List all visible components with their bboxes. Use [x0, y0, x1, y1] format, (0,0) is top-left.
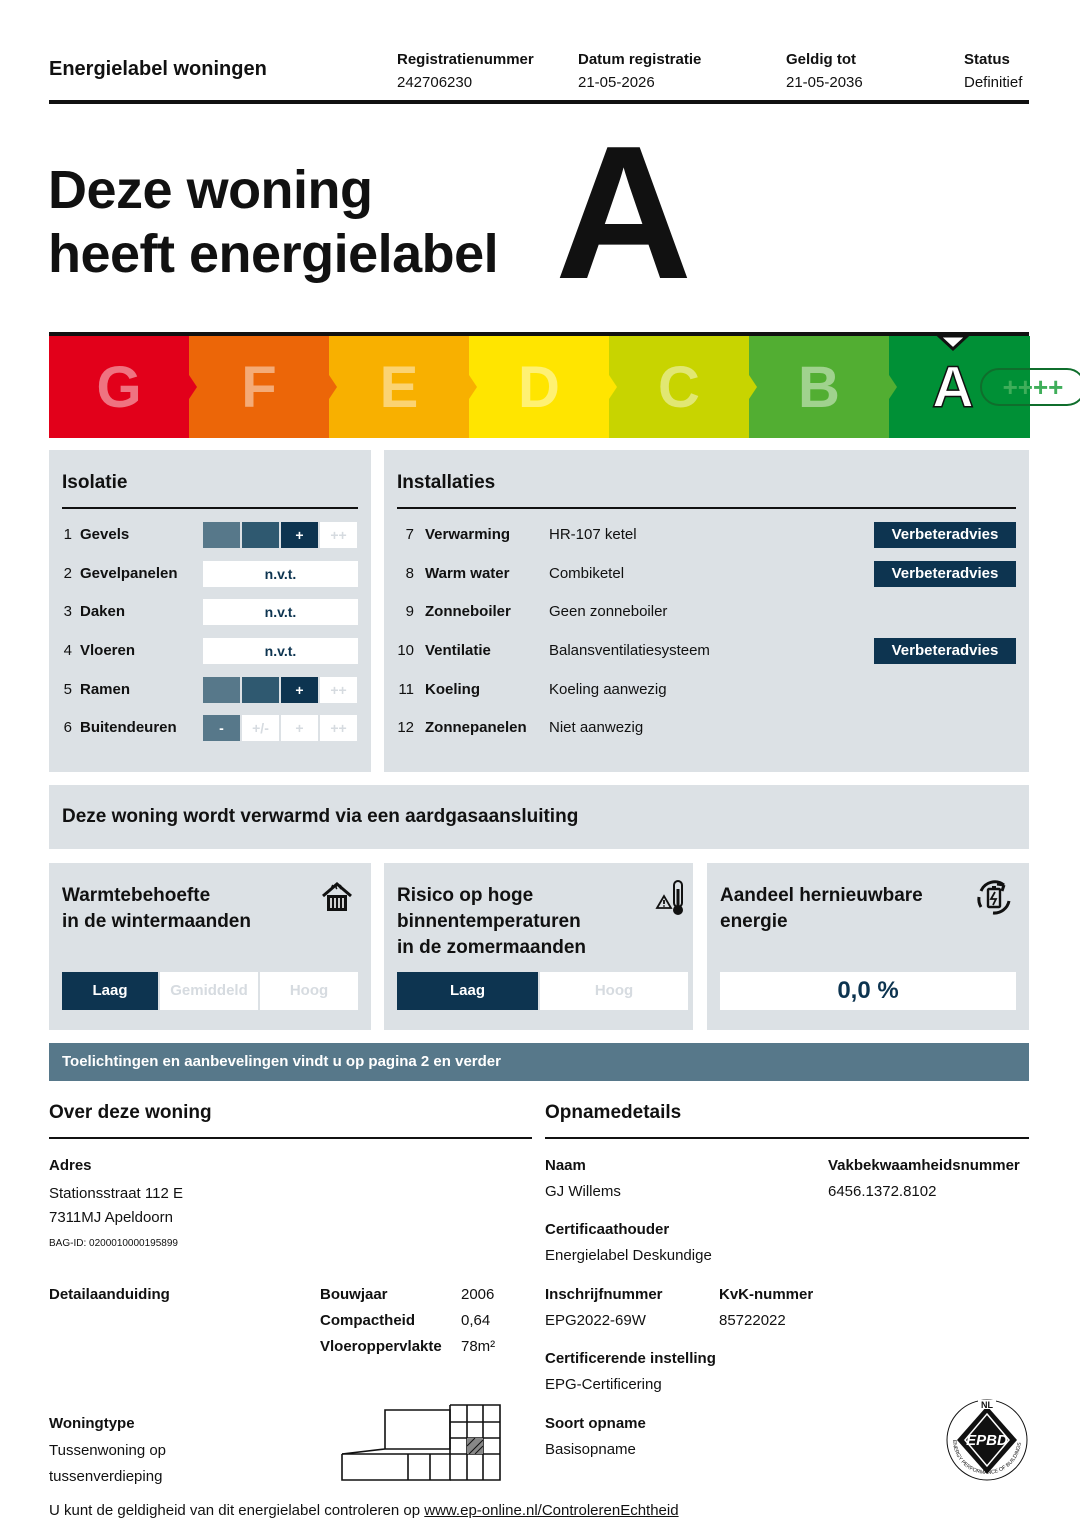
floor-area-value: 78m²	[461, 1338, 496, 1355]
overheating-risk-option-laag: Laag	[397, 972, 540, 1010]
row-name: Verwarming	[425, 526, 511, 543]
address-line-2: 7311MJ Apeldoorn	[49, 1209, 173, 1226]
epbd-logo-country: NL	[981, 1400, 993, 1410]
heat-demand-option-gemiddeld: Gemiddeld	[160, 972, 260, 1010]
document-title: Energielabel woningen	[49, 58, 267, 80]
row-number: 11	[398, 681, 414, 698]
insulation-divider	[62, 507, 358, 509]
rating-cell	[242, 522, 279, 548]
installation-row-warm-water	[397, 561, 1029, 587]
status-value: Definitief	[964, 74, 1023, 91]
certifying-institution-label: Certificerende instelling	[545, 1350, 716, 1367]
row-number: 1	[63, 526, 72, 543]
thermometer-warning-icon	[655, 879, 687, 917]
heat-demand-option-laag: Laag	[62, 972, 160, 1010]
address-label: Adres	[49, 1157, 92, 1174]
hero-line-2: heeft energielabel	[48, 224, 499, 284]
valid-until-field	[786, 48, 863, 94]
overheating-risk-panel	[384, 863, 693, 1030]
row-name: Ramen	[80, 681, 131, 698]
rating-bars	[203, 677, 357, 703]
pointer-top-edge	[937, 334, 969, 336]
not-applicable-value: n.v.t.	[203, 599, 358, 625]
hero-line-1: Deze woning	[48, 160, 373, 220]
overheating-risk-title-line-1: Risico op hoge	[397, 885, 534, 906]
renewable-energy-title-line-1: Aandeel hernieuwbare	[720, 885, 923, 906]
bag-id: BAG-ID: 0200010000195899	[49, 1238, 178, 1249]
row-name: Zonneboiler	[425, 603, 511, 620]
row-number: 9	[405, 603, 414, 620]
home-type-value	[49, 1438, 166, 1490]
installations-rows	[397, 522, 1029, 762]
row-value: Geen zonneboiler	[549, 603, 668, 620]
row-name: Gevelpanelen	[80, 565, 178, 582]
kvk-number-label: KvK-nummer	[719, 1286, 814, 1303]
insulation-rows	[62, 522, 358, 762]
valid-until-value: 21-05-2036	[786, 74, 863, 91]
kvk-number-value: 85722022	[719, 1312, 786, 1329]
address-line-1: Stationsstraat 112 E	[49, 1185, 183, 1202]
heat-demand-title	[62, 883, 251, 935]
inspection-type-value: Basisopname	[545, 1441, 636, 1458]
installations-divider	[397, 507, 1016, 509]
heat-demand-title-line-1: Warmtebehoefte	[62, 885, 211, 906]
hero-heading	[48, 158, 498, 286]
rating-bars	[203, 522, 357, 548]
scale-letter-g: G	[96, 355, 142, 420]
heat-demand-option-hoog: Hoog	[260, 972, 358, 1010]
rating-cell-active: +	[281, 677, 318, 703]
row-value: Balansventilatiesysteem	[549, 642, 710, 659]
installation-row-verwarming	[397, 522, 1029, 548]
overheating-risk-scale	[397, 972, 688, 1010]
name-label: Naam	[545, 1157, 586, 1174]
epbd-logo-text: EPBD	[966, 1432, 1008, 1449]
row-value: Combiketel	[549, 565, 625, 582]
row-name: Ventilatie	[425, 642, 491, 659]
plus-badge-text: ++++	[1002, 372, 1064, 402]
valid-until-label: Geldig tot	[786, 51, 856, 68]
rating-bars	[203, 715, 357, 741]
energy-scale-graphic	[49, 336, 1064, 438]
gas-connection-text: Deze woning wordt verwarmd via een aardgasaansluiting	[62, 806, 579, 827]
registration-number-field	[397, 48, 534, 94]
overheating-risk-title	[397, 883, 586, 961]
house-heating-icon	[320, 881, 354, 915]
registration-date-field	[578, 48, 701, 94]
qualification-number-value: 6456.1372.8102	[828, 1183, 937, 1200]
row-name: Koeling	[425, 681, 480, 698]
rating-cell: ++	[320, 522, 357, 548]
rating-cell	[203, 677, 240, 703]
heat-demand-scale	[62, 972, 358, 1010]
insulation-row-ramen	[62, 677, 358, 703]
epbd-logo-ring-text: ENERGY PERFORMANCE OF BUILDINGS	[950, 1439, 1023, 1477]
certifying-institution-value: EPG-Certificering	[545, 1376, 662, 1393]
inspection-details-divider	[545, 1137, 1029, 1139]
energy-label-letter: A	[555, 107, 693, 319]
row-number: 8	[405, 565, 414, 582]
home-type-label: Woningtype	[49, 1415, 135, 1432]
row-value: Niet aanwezig	[549, 719, 644, 736]
energy-label-scale	[49, 332, 1064, 438]
scale-letter-b: B	[798, 355, 840, 420]
row-number: 3	[63, 603, 72, 620]
floor-area-label: Vloeroppervlakte	[320, 1338, 442, 1355]
status-field	[964, 48, 1022, 94]
home-type-line-1: Tussenwoning op	[49, 1442, 167, 1459]
status-label: Status	[964, 51, 1010, 68]
inspection-details-title: Opnamedetails	[545, 1102, 682, 1123]
scale-letter-c: C	[658, 355, 700, 420]
epbd-logo	[945, 1398, 1029, 1482]
row-name: Zonnepanelen	[425, 719, 527, 736]
installations-panel	[384, 450, 1029, 772]
rating-cell: +	[281, 715, 318, 741]
installation-row-ventilatie	[397, 638, 1029, 664]
scale-letter-f: F	[241, 355, 277, 420]
row-name: Warm water	[425, 565, 510, 582]
about-home-divider	[49, 1137, 532, 1139]
installations-title: Installaties	[397, 472, 496, 493]
renewable-energy-value: 0,0 %	[720, 972, 1016, 1010]
rating-cell	[203, 522, 240, 548]
improvement-advice-button[interactable]: Verbeteradvies	[874, 561, 1016, 587]
heat-demand-panel	[49, 863, 371, 1030]
overheating-risk-title-line-3: in de zomermaanden	[397, 937, 586, 958]
rating-cell-active: +	[281, 522, 318, 548]
gas-connection-panel	[49, 785, 1029, 849]
header-divider	[49, 100, 1029, 104]
row-number: 7	[405, 526, 414, 543]
registration-number-value: 242706230	[397, 74, 473, 91]
installation-row-zonneboiler	[397, 599, 1029, 625]
row-name: Gevels	[80, 526, 130, 543]
insulation-panel	[49, 450, 371, 772]
registration-number-label: Registratienummer	[397, 51, 534, 68]
certificate-holder-label: Certificaathouder	[545, 1221, 670, 1238]
installation-row-koeling	[397, 677, 1029, 703]
scale-letter-d: D	[518, 355, 560, 420]
certificate-holder-value: Energielabel Deskundige	[545, 1247, 712, 1264]
insulation-row-buitendeuren	[62, 715, 358, 741]
compactness-value: 0,64	[461, 1312, 491, 1329]
insulation-row-gevels	[62, 522, 358, 548]
address-value	[49, 1182, 183, 1230]
validity-check-link[interactable]: www.ep-online.nl/ControlerenEchtheid	[424, 1502, 679, 1519]
not-applicable-value: n.v.t.	[203, 561, 358, 587]
registration-date-label: Datum registratie	[578, 51, 702, 68]
row-number: 4	[63, 642, 72, 659]
validity-footer	[49, 1502, 679, 1519]
registration-date-value: 21-05-2026	[578, 74, 655, 91]
rating-cell	[242, 677, 279, 703]
renewable-energy-icon	[973, 877, 1015, 919]
build-year-label: Bouwjaar	[320, 1286, 388, 1303]
name-value: GJ Willems	[545, 1183, 621, 1200]
insulation-row-gevelpanelen	[62, 561, 358, 587]
validity-footer-text: U kunt de geldigheid van dit energielabel controleren op	[49, 1502, 425, 1519]
heat-demand-title-line-2: in de wintermaanden	[62, 911, 251, 932]
improvement-advice-button[interactable]: Verbeteradvies	[874, 522, 1016, 548]
row-value: Koeling aanwezig	[549, 681, 667, 698]
row-number: 6	[63, 719, 72, 736]
registration-id-label: Inschrijfnummer	[545, 1286, 663, 1303]
row-name: Buitendeuren	[80, 719, 177, 736]
rating-cell: +/-	[242, 715, 279, 741]
renewable-energy-title	[720, 883, 923, 935]
insulation-row-vloeren	[62, 638, 358, 664]
rating-cell-active: -	[203, 715, 240, 741]
renewable-energy-title-line-2: energie	[720, 911, 788, 932]
scale-letter-a: A	[932, 355, 974, 420]
row-value: HR-107 ketel	[549, 526, 637, 543]
insulation-row-daken	[62, 599, 358, 625]
explanation-banner: Toelichtingen en aanbevelingen vindt u op pagina 2 en verder	[49, 1043, 1029, 1081]
qualification-number-label: Vakbekwaamheidsnummer	[828, 1157, 1020, 1174]
home-type-line-2: tussenverdieping	[49, 1468, 163, 1485]
registration-id-value: EPG2022-69W	[545, 1312, 646, 1329]
not-applicable-value: n.v.t.	[203, 638, 358, 664]
overheating-risk-title-line-2: binnentemperaturen	[397, 911, 581, 932]
rating-cell: ++	[320, 715, 357, 741]
row-number: 10	[397, 642, 414, 659]
row-number: 5	[63, 681, 72, 698]
building-type-illustration	[340, 1402, 505, 1484]
row-name: Vloeren	[80, 642, 136, 659]
compactness-label: Compactheid	[320, 1312, 416, 1329]
scale-letter-e: E	[379, 355, 419, 420]
rating-cell: ++	[320, 677, 357, 703]
row-number: 2	[63, 565, 72, 582]
renewable-energy-panel	[707, 863, 1029, 1030]
overheating-risk-option-hoog: Hoog	[540, 972, 688, 1010]
row-number: 12	[397, 719, 414, 736]
improvement-advice-button[interactable]: Verbeteradvies	[874, 638, 1016, 664]
installation-row-zonnepanelen	[397, 715, 1029, 741]
insulation-title: Isolatie	[62, 472, 128, 493]
build-year-value: 2006	[461, 1286, 495, 1303]
row-name: Daken	[80, 603, 126, 620]
detail-label: Detailaanduiding	[49, 1286, 170, 1303]
inspection-type-label: Soort opname	[545, 1415, 646, 1432]
about-home-title: Over deze woning	[49, 1102, 212, 1123]
